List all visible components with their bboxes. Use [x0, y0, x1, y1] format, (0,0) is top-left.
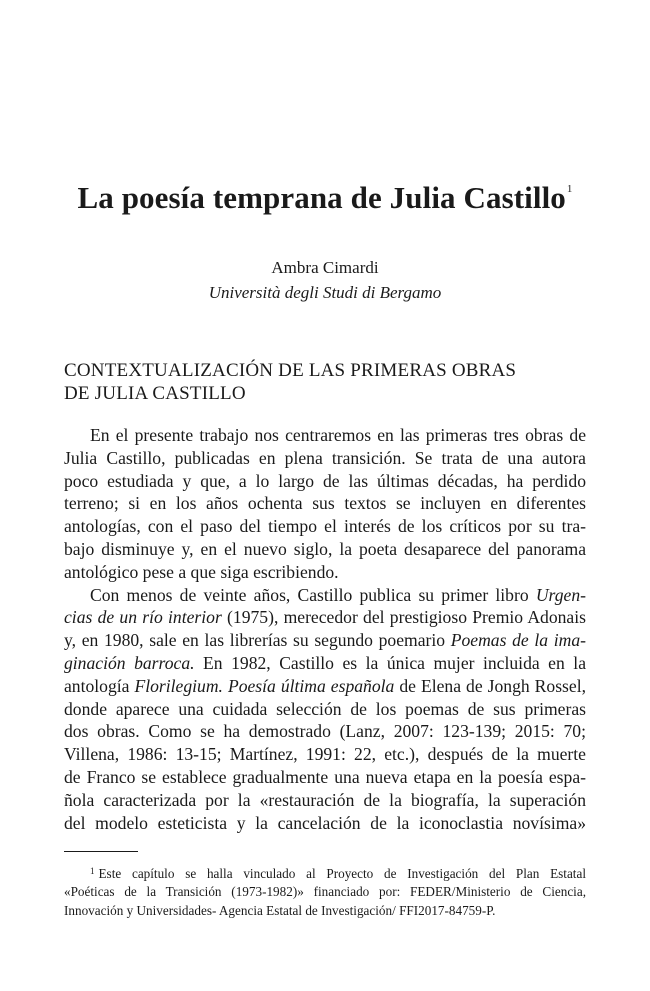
paragraph-1-line: antológico pese a que siga escribiendo.: [64, 561, 339, 582]
paragraph-1-line: terreno; si en los años ochenta sus textos se incluyen en diferentes: [64, 493, 586, 514]
chapter-title: [64, 180, 586, 216]
paragraph-2-line: Villena, 1986: 13-15; Martínez, 1991: 22, etc.), después de la muerte: [64, 744, 586, 765]
book-title-urgencias-cont: cias de un río interior: [64, 607, 222, 628]
paragraph-2-line: [64, 652, 586, 675]
body-text: [64, 424, 586, 834]
paragraph-2-line: dos obras. Como se ha demostrado (Lanz, 2007: 123-139; 2015: 70;: [64, 721, 586, 742]
author-affiliation: Università degli Studi di Bergamo: [208, 283, 442, 302]
text-run: En 1982, Castillo es la única mujer incluida en la: [194, 652, 586, 673]
book-title-poemas-cont: ginación barroca.: [64, 652, 195, 673]
paragraph-2-line: [64, 584, 586, 607]
section-heading-line-2: DE JULIA CASTILLO: [64, 383, 246, 404]
footnote-divider: [64, 851, 138, 852]
text-run: y, en 1980, sale en las librerías su segundo poemario: [64, 630, 451, 651]
text-run: de Elena de Jongh Rossel,: [394, 675, 586, 696]
footnote-mark: 1: [90, 866, 95, 876]
chapter-title-text: La poesía temprana de Julia Castillo: [77, 180, 566, 215]
footnote: [64, 862, 586, 921]
book-title-florilegium: Florilegium. Poesía última española: [134, 675, 395, 696]
book-title-poemas: Poemas de la ima-: [450, 630, 586, 651]
book-title-urgencias: Urgen-: [535, 584, 586, 605]
text-run: Con menos de veinte años, Castillo publica su primer libro: [90, 584, 536, 605]
paragraph-2-line: [64, 606, 586, 629]
section-heading-line-1: CONTEXTUALIZACIÓN DE LAS PRIMERAS OBRAS: [64, 360, 517, 381]
paragraph-1-line: En el presente trabajo nos centraremos en las primeras tres obras de: [90, 425, 586, 445]
paragraph-2-line: [64, 675, 586, 698]
footnote-text: Este capítulo se halla vinculado al Proyecto de Investigación del Plan Estatal: [98, 866, 586, 881]
paragraph-2-line: ñola caracterizada por la «restauración de la biografía, la superación: [64, 789, 586, 810]
footnote-line: [64, 862, 586, 882]
title-footnote-mark[interactable]: 1: [566, 183, 573, 195]
paragraph-2-line: donde aparece una cuidada selección de los poemas de sus primeras: [64, 698, 586, 719]
paragraph-2-line: [64, 629, 586, 652]
footnote-line: Innovación y Universidades- Agencia Estatal de Investigación/ FFI2017-84759-P.: [64, 903, 496, 919]
author-name: Ambra Cimardi: [271, 258, 379, 277]
paragraph-1-line: bajo disminuye y, en el nuevo siglo, la poeta desaparece del panorama: [64, 538, 586, 559]
paragraph-2-line: de Franco se establece gradualmente una nueva etapa en la poesía espa-: [64, 766, 586, 787]
paragraph-2-line: del modelo esteticista y la cancelación de la iconoclastia novísima»: [64, 812, 586, 833]
text-run: (1975), merecedor del prestigioso Premio Adonais: [221, 607, 586, 628]
paragraph-1-line: Julia Castillo, publicadas en plena transición. Se trata de una autora: [64, 447, 586, 468]
footnote-line: «Poéticas de la Transición (1973-1982)» financiado por: FEDER/Ministerio de Ciencia,: [64, 883, 586, 899]
section-heading: [64, 359, 586, 405]
paragraph-1-line: antologías, con el paso del tiempo el interés de los críticos por su tra-: [64, 516, 586, 537]
text-run: antología: [64, 675, 135, 696]
paragraph-1-line: poco estudiada y que, a lo largo de las últimas décadas, ha perdido: [64, 470, 586, 491]
